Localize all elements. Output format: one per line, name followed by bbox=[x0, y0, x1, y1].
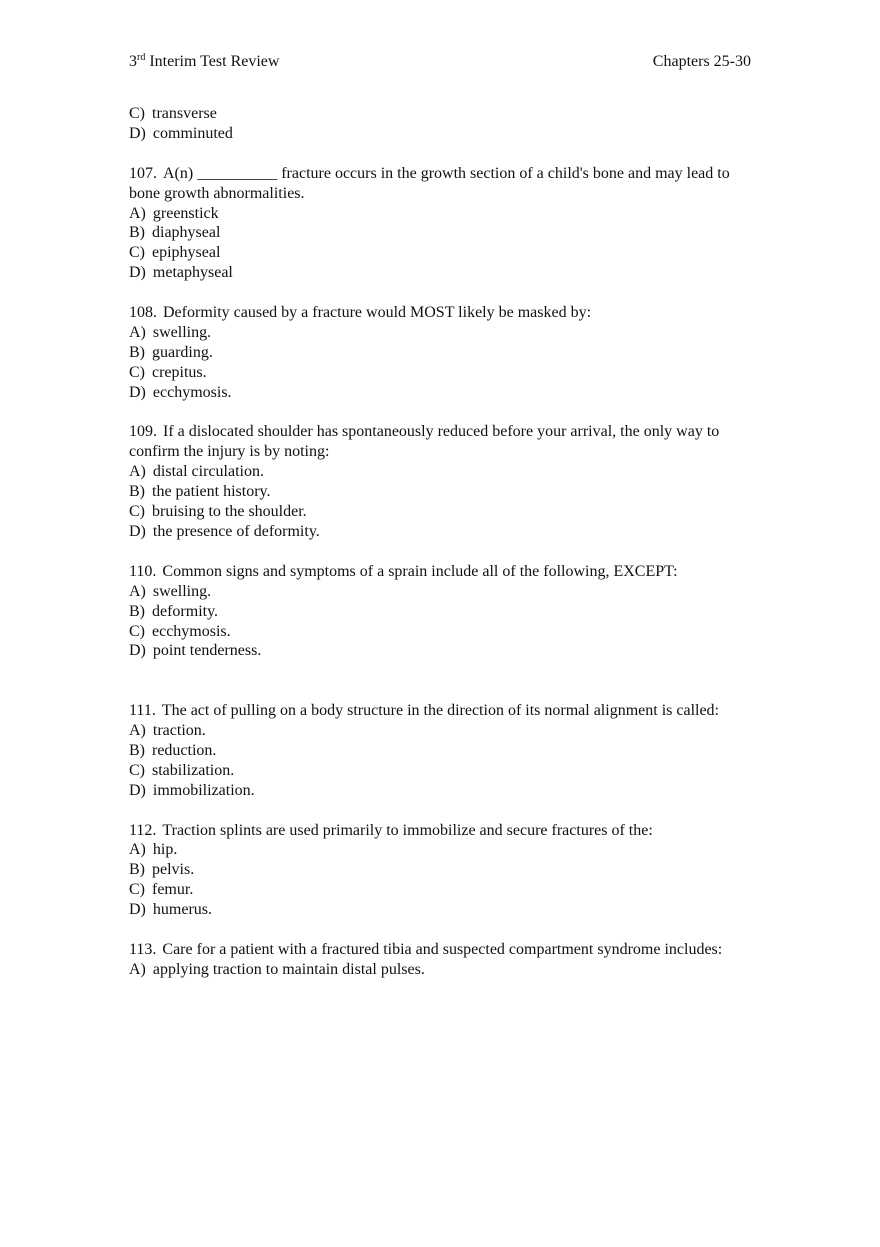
answer-option bbox=[129, 900, 754, 920]
option-letter: C) bbox=[129, 622, 145, 640]
answer-option bbox=[129, 781, 754, 801]
answer-option bbox=[129, 761, 754, 781]
option-text: femur. bbox=[152, 881, 194, 899]
option-letter: C) bbox=[129, 244, 145, 262]
option-text: transverse bbox=[152, 105, 217, 122]
question-number: 112. bbox=[129, 821, 157, 839]
question-list bbox=[129, 104, 754, 1000]
option-text: epiphyseal bbox=[152, 244, 221, 262]
option-letter: A) bbox=[129, 841, 146, 859]
answer-option bbox=[129, 343, 754, 363]
option-text: crepitus. bbox=[152, 363, 207, 381]
option-letter: D) bbox=[129, 901, 146, 919]
option-letter: D) bbox=[129, 124, 146, 142]
option-text: applying traction to maintain distal pulses. bbox=[152, 960, 425, 978]
question-108 bbox=[129, 303, 754, 403]
question-113 bbox=[129, 940, 754, 980]
question-107 bbox=[129, 164, 754, 283]
option-letter: D) bbox=[129, 264, 146, 282]
question-stem bbox=[129, 303, 754, 323]
header-title-text: Interim Test Review bbox=[145, 53, 280, 70]
option-text: ecchymosis. bbox=[152, 383, 232, 401]
option-text: immobilization. bbox=[152, 781, 255, 799]
answer-option bbox=[129, 204, 754, 224]
answer-option bbox=[129, 462, 754, 482]
answer-option bbox=[129, 243, 754, 263]
answer-option bbox=[129, 741, 754, 761]
option-letter: B) bbox=[129, 224, 145, 242]
option-text: traction. bbox=[152, 722, 206, 740]
option-text: point tenderness. bbox=[152, 642, 262, 660]
answer-option bbox=[129, 383, 754, 403]
option-text: deformity. bbox=[152, 602, 219, 620]
question-stem bbox=[129, 422, 754, 462]
option-letter: C) bbox=[129, 761, 145, 779]
answer-option bbox=[129, 840, 754, 860]
option-text: swelling. bbox=[152, 323, 212, 341]
question-text: The act of pulling on a body structure in the direction of its normal alignment is called: bbox=[161, 702, 719, 720]
option-text: stabilization. bbox=[152, 761, 235, 779]
question-number: 110. bbox=[129, 562, 157, 580]
question-stem bbox=[129, 562, 754, 582]
question-110 bbox=[129, 562, 754, 662]
question-stem bbox=[129, 821, 754, 841]
answer-option bbox=[129, 641, 754, 661]
question-number: 109. bbox=[129, 423, 157, 441]
option-letter: B) bbox=[129, 741, 145, 759]
question-111 bbox=[129, 701, 754, 801]
header-chapters: Chapters 25-30 bbox=[652, 53, 751, 70]
option-text: reduction. bbox=[152, 741, 217, 759]
option-letter: C) bbox=[129, 881, 145, 899]
option-text: distal circulation. bbox=[152, 463, 264, 481]
option-text: swelling. bbox=[152, 582, 212, 600]
question-109 bbox=[129, 422, 754, 541]
answer-option bbox=[129, 602, 754, 622]
question-number: 111. bbox=[129, 702, 156, 720]
answer-option bbox=[129, 124, 754, 144]
option-letter: B) bbox=[129, 483, 145, 501]
option-letter: D) bbox=[129, 522, 146, 540]
option-letter: A) bbox=[129, 323, 146, 341]
question-number: 113. bbox=[129, 940, 157, 958]
option-text: comminuted bbox=[152, 124, 233, 142]
option-letter: A) bbox=[129, 582, 146, 600]
answer-option bbox=[129, 502, 754, 522]
answer-option bbox=[129, 880, 754, 900]
question-text: Traction splints are used primarily to immobilize and secure fractures of the: bbox=[162, 821, 653, 839]
answer-option bbox=[129, 960, 754, 980]
question-stem bbox=[129, 940, 754, 960]
option-text: bruising to the shoulder. bbox=[152, 503, 307, 521]
question-112 bbox=[129, 821, 754, 921]
question-number: 107. bbox=[129, 164, 157, 182]
option-text: ecchymosis. bbox=[152, 622, 231, 640]
header-ordinal-number: 3 bbox=[129, 53, 137, 70]
question-text: Deformity caused by a fracture would MOST likely be masked by: bbox=[163, 304, 592, 322]
option-text: hip. bbox=[152, 841, 178, 859]
option-text: metaphyseal bbox=[152, 264, 233, 282]
option-text: greenstick bbox=[152, 204, 219, 222]
option-text: guarding. bbox=[152, 343, 213, 361]
option-letter: C) bbox=[129, 105, 145, 122]
answer-option bbox=[129, 721, 754, 741]
option-text: humerus. bbox=[152, 901, 212, 919]
page-header bbox=[129, 52, 751, 74]
option-text: the presence of deformity. bbox=[152, 522, 320, 540]
option-text: diaphyseal bbox=[152, 224, 221, 242]
option-letter: A) bbox=[129, 722, 146, 740]
header-ordinal-suffix: rd bbox=[137, 52, 146, 63]
option-letter: B) bbox=[129, 343, 145, 361]
question-text: If a dislocated shoulder has spontaneously reduced before your arrival, the only way to confirm the injury is by noting: bbox=[129, 423, 720, 461]
option-text: pelvis. bbox=[152, 861, 195, 879]
answer-option bbox=[129, 860, 754, 880]
question-stem bbox=[129, 701, 754, 721]
carryover-options bbox=[129, 104, 754, 144]
question-text: Care for a patient with a fractured tibia and suspected compartment syndrome includes: bbox=[162, 940, 723, 958]
question-text: A(n) __________ fracture occurs in the growth section of a child's bone and may lead to bone growth abnormalities. bbox=[129, 164, 730, 202]
option-letter: A) bbox=[129, 960, 146, 978]
option-letter: A) bbox=[129, 463, 146, 481]
option-text: the patient history. bbox=[152, 483, 271, 501]
option-letter: D) bbox=[129, 383, 146, 401]
answer-option bbox=[129, 223, 754, 243]
answer-option bbox=[129, 622, 754, 642]
option-letter: B) bbox=[129, 602, 145, 620]
answer-option bbox=[129, 582, 754, 602]
option-letter: A) bbox=[129, 204, 146, 222]
option-letter: B) bbox=[129, 861, 145, 879]
header-title bbox=[129, 52, 279, 72]
answer-option bbox=[129, 104, 754, 124]
question-stem bbox=[129, 164, 754, 204]
answer-option bbox=[129, 363, 754, 383]
question-number: 108. bbox=[129, 304, 157, 322]
option-letter: D) bbox=[129, 642, 146, 660]
question-text: Common signs and symptoms of a sprain include all of the following, EXCEPT: bbox=[162, 562, 678, 580]
answer-option bbox=[129, 482, 754, 502]
option-letter: C) bbox=[129, 503, 145, 521]
answer-option bbox=[129, 323, 754, 343]
option-letter: D) bbox=[129, 781, 146, 799]
answer-option bbox=[129, 522, 754, 542]
answer-option bbox=[129, 263, 754, 283]
option-letter: C) bbox=[129, 363, 145, 381]
